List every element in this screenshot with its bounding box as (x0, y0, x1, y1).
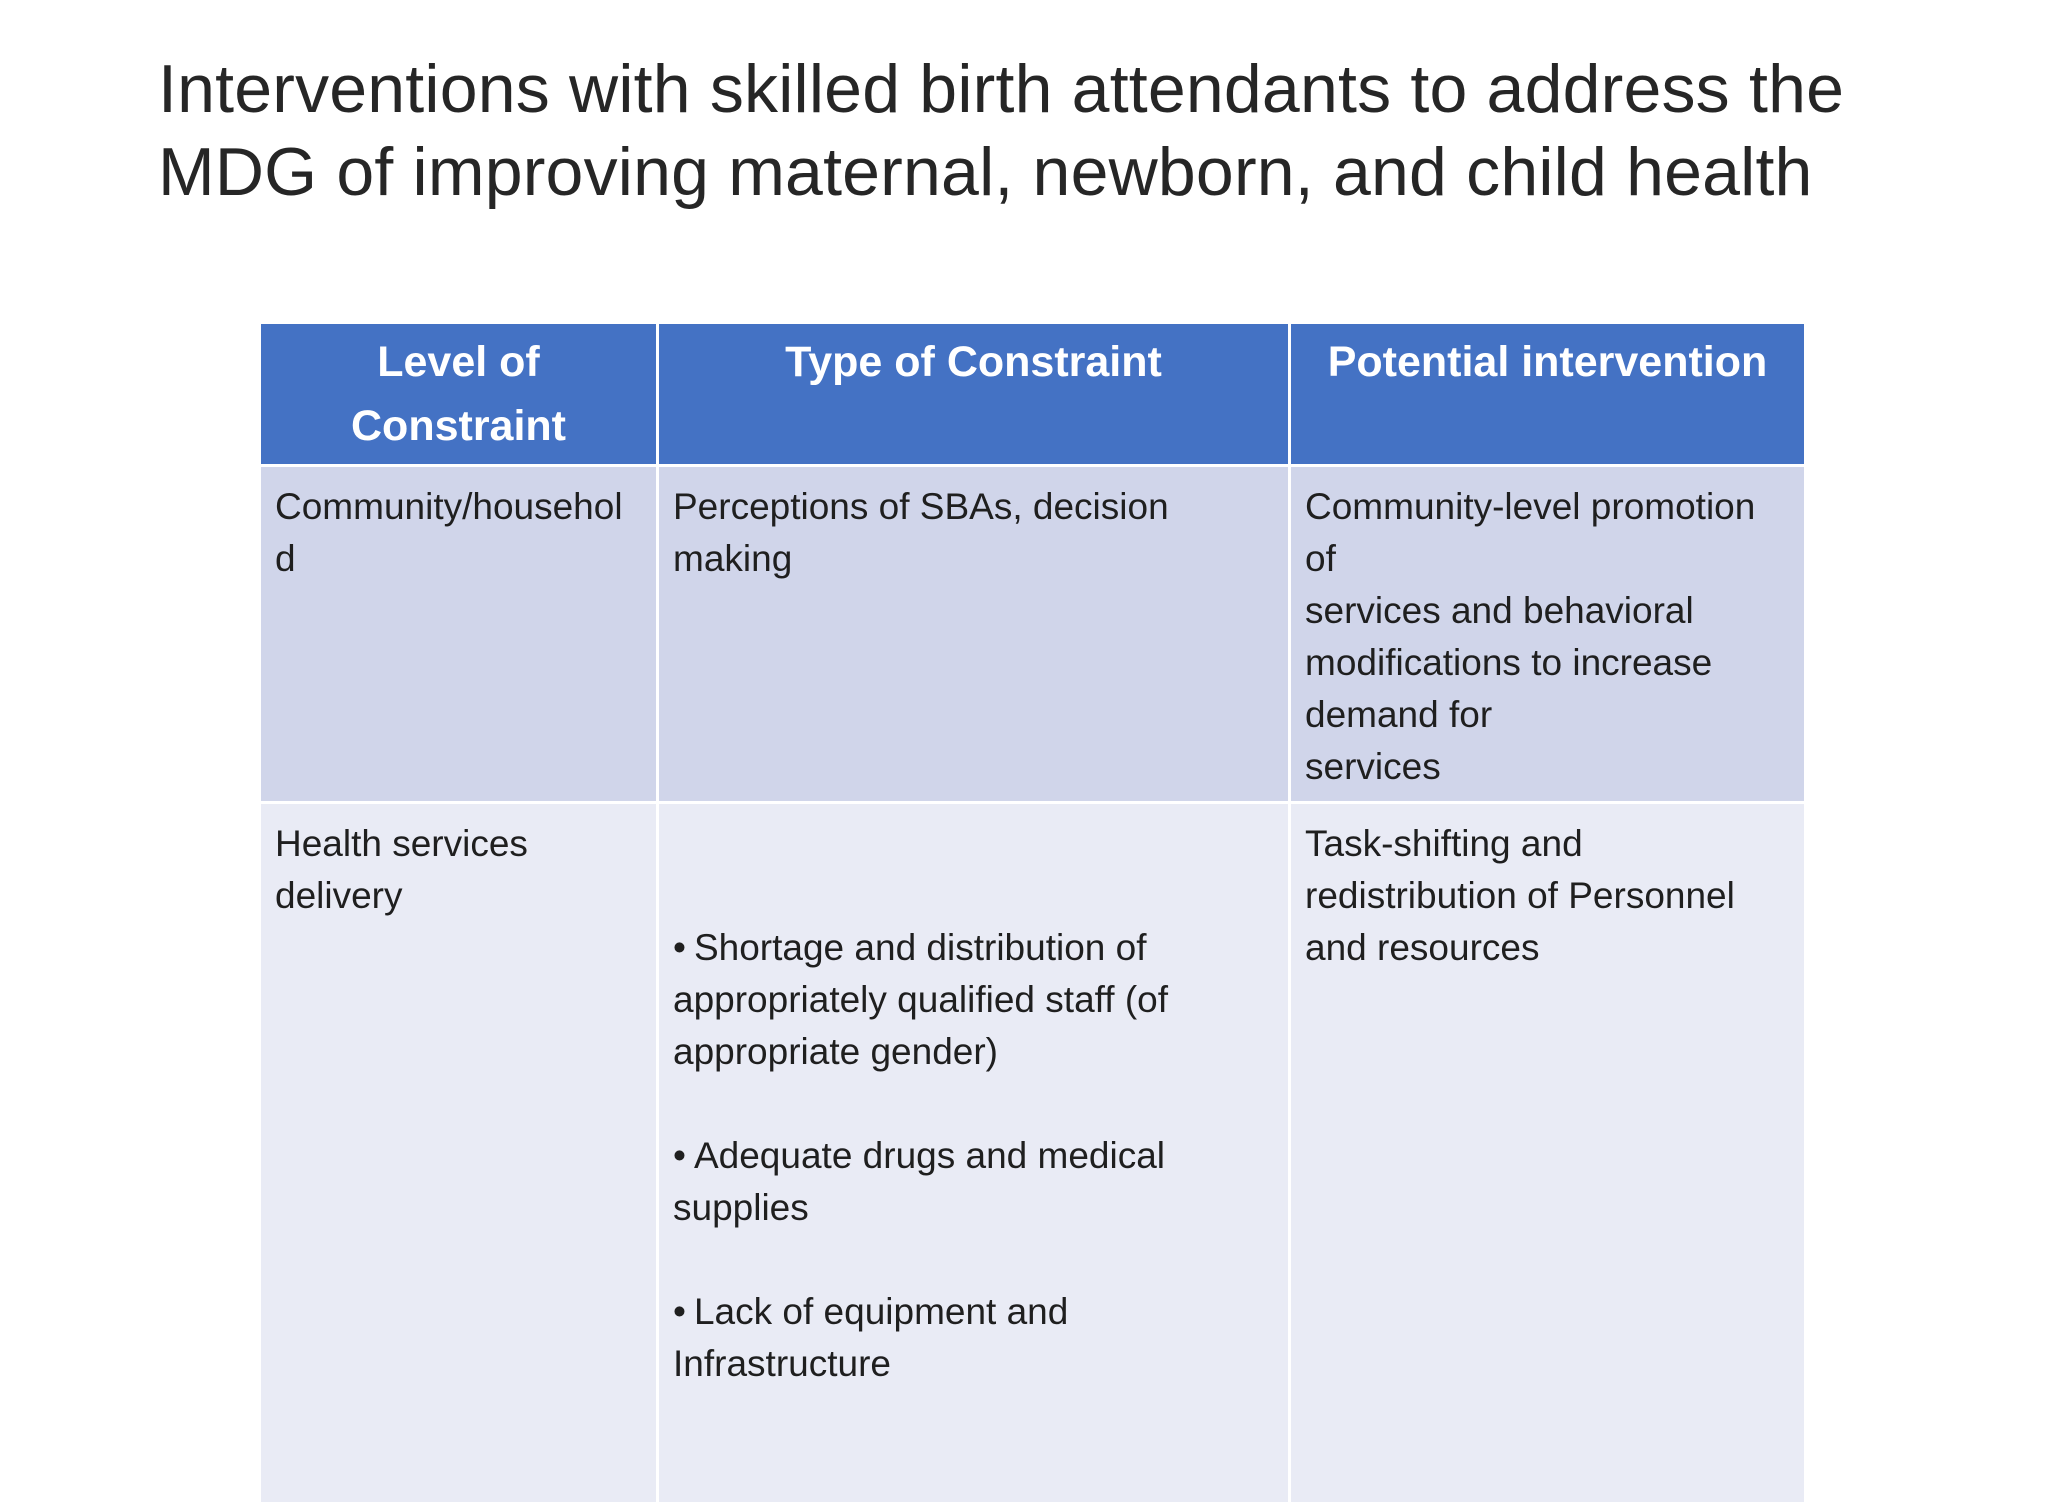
cell-type: Perceptions of SBAs, decision making (658, 466, 1290, 803)
table-row (260, 803, 1806, 1504)
cell-level: Health services delivery (260, 803, 658, 1504)
table-row (260, 466, 1806, 803)
constraints-table (258, 321, 1807, 1505)
slide-title: Interventions with skilled birth attendants to address the MDG of improving maternal, newborn, and child health (158, 51, 1845, 210)
table-header-row (260, 323, 1806, 466)
constraint-bullet-list (673, 870, 1274, 1442)
cell-level: Community/household (260, 466, 658, 803)
header-level-of-constraint: Level of Constraint (260, 323, 658, 466)
list-item: • Shortage and distribution of appropriately qualified staff (of appropriate gender) (673, 922, 1274, 1078)
list-item: • Adequate drugs and medical supplies (673, 1130, 1274, 1234)
cell-intervention: Community-level promotion of services and behavioral modifications to increase demand for services (1290, 466, 1806, 803)
header-type-of-constraint: Type of Constraint (658, 323, 1290, 466)
header-potential-intervention: Potential intervention (1290, 323, 1806, 466)
cell-type (658, 803, 1290, 1504)
cell-intervention: Task-shifting and redistribution of Personnel and resources (1290, 803, 1806, 1504)
list-item: • Lack of equipment and Infrastructure (673, 1286, 1274, 1390)
